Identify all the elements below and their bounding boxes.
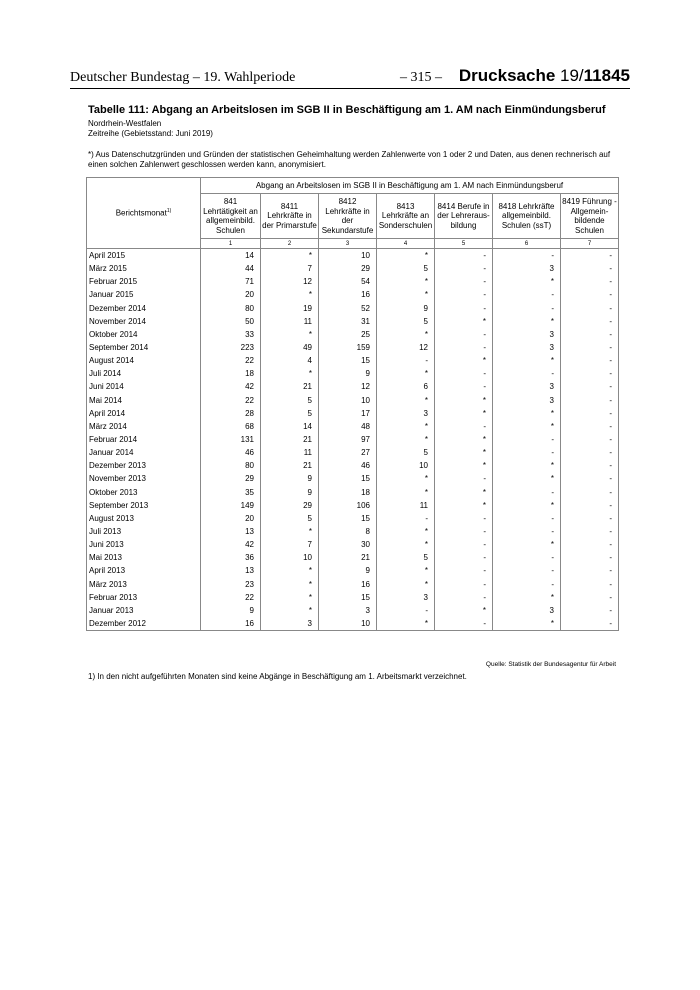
value-cell: - — [435, 525, 493, 538]
value-cell: - — [561, 275, 619, 288]
value-cell: * — [435, 315, 493, 328]
value-cell: 52 — [319, 302, 377, 315]
month-cell: September 2013 — [87, 499, 201, 512]
value-cell: - — [493, 551, 561, 564]
table-row — [87, 262, 619, 275]
value-cell: 18 — [319, 486, 377, 499]
table-row — [87, 512, 619, 525]
value-cell: * — [377, 472, 435, 485]
month-cell: Dezember 2012 — [87, 617, 201, 631]
value-cell: - — [561, 486, 619, 499]
value-cell: 80 — [201, 459, 261, 472]
value-cell: * — [377, 394, 435, 407]
value-cell: - — [435, 288, 493, 301]
value-cell: 25 — [319, 328, 377, 341]
table-row — [87, 367, 619, 380]
month-cell: November 2014 — [87, 315, 201, 328]
month-cell: März 2014 — [87, 420, 201, 433]
value-cell: 15 — [319, 472, 377, 485]
value-cell: - — [561, 433, 619, 446]
month-cell: Juni 2014 — [87, 380, 201, 393]
value-cell: * — [261, 249, 319, 263]
header-page-number: – 315 – — [400, 70, 442, 85]
value-cell: 16 — [201, 617, 261, 631]
value-cell: 10 — [261, 551, 319, 564]
value-cell: 42 — [201, 380, 261, 393]
value-cell: 5 — [377, 315, 435, 328]
super-header: Abgang an Arbeitslosen im SGB II in Beschäftigung am 1. AM nach Einmündungsberuf — [201, 178, 619, 194]
value-cell: * — [377, 249, 435, 263]
month-cell: April 2015 — [87, 249, 201, 263]
value-cell: 71 — [201, 275, 261, 288]
month-cell: August 2013 — [87, 512, 201, 525]
value-cell: 97 — [319, 433, 377, 446]
value-cell: - — [493, 288, 561, 301]
value-cell: * — [493, 354, 561, 367]
value-cell: * — [377, 420, 435, 433]
value-cell: - — [377, 512, 435, 525]
value-cell: 9 — [201, 604, 261, 617]
value-cell: - — [561, 354, 619, 367]
column-index: 3 — [319, 239, 377, 249]
value-cell: 22 — [201, 394, 261, 407]
value-cell: - — [493, 486, 561, 499]
value-cell: * — [493, 420, 561, 433]
value-cell: - — [561, 446, 619, 459]
table-row — [87, 433, 619, 446]
value-cell: * — [435, 407, 493, 420]
value-cell: 48 — [319, 420, 377, 433]
value-cell: 20 — [201, 512, 261, 525]
value-cell: 35 — [201, 486, 261, 499]
value-cell: 29 — [201, 472, 261, 485]
value-cell: - — [561, 262, 619, 275]
column-header: 8418 Lehrkräfte allgemeinbild. Schulen (ssT) — [493, 194, 561, 239]
row-header: Berichtsmonat — [115, 209, 167, 219]
value-cell: 106 — [319, 499, 377, 512]
value-cell: - — [561, 367, 619, 380]
value-cell: * — [261, 288, 319, 301]
month-cell: Februar 2013 — [87, 591, 201, 604]
value-cell: - — [435, 275, 493, 288]
month-cell: Oktober 2014 — [87, 328, 201, 341]
table-row — [87, 459, 619, 472]
value-cell: 10 — [377, 459, 435, 472]
value-cell: 19 — [261, 302, 319, 315]
value-cell: - — [493, 525, 561, 538]
value-cell: - — [561, 578, 619, 591]
value-cell: * — [377, 486, 435, 499]
table-row — [87, 591, 619, 604]
month-cell: September 2014 — [87, 341, 201, 354]
column-index: 4 — [377, 239, 435, 249]
value-cell: * — [435, 604, 493, 617]
month-cell: April 2013 — [87, 564, 201, 577]
value-cell: 16 — [319, 288, 377, 301]
value-cell: - — [561, 525, 619, 538]
table-row — [87, 486, 619, 499]
column-index: 7 — [561, 239, 619, 249]
value-cell: * — [493, 407, 561, 420]
table-row — [87, 315, 619, 328]
month-cell: Januar 2015 — [87, 288, 201, 301]
value-cell: - — [561, 315, 619, 328]
value-cell: - — [561, 420, 619, 433]
table-row — [87, 525, 619, 538]
month-cell: März 2013 — [87, 578, 201, 591]
column-index: 6 — [493, 239, 561, 249]
value-cell: 3 — [261, 617, 319, 631]
value-cell: * — [377, 578, 435, 591]
value-cell: - — [561, 617, 619, 631]
value-cell: * — [435, 459, 493, 472]
value-cell: 9 — [319, 564, 377, 577]
value-cell: * — [377, 525, 435, 538]
value-cell: 10 — [319, 394, 377, 407]
value-cell: - — [493, 302, 561, 315]
value-cell: * — [435, 499, 493, 512]
value-cell: - — [561, 564, 619, 577]
value-cell: * — [493, 472, 561, 485]
page-header — [70, 68, 630, 89]
value-cell: - — [435, 328, 493, 341]
value-cell: 5 — [261, 512, 319, 525]
value-cell: 12 — [377, 341, 435, 354]
value-cell: - — [493, 249, 561, 263]
value-cell: 5 — [261, 407, 319, 420]
value-cell: 11 — [377, 499, 435, 512]
value-cell: - — [435, 551, 493, 564]
value-cell: 6 — [377, 380, 435, 393]
value-cell: - — [435, 538, 493, 551]
value-cell: - — [561, 472, 619, 485]
source-note: Quelle: Statistik der Bundesagentur für Arbeit — [485, 661, 616, 668]
value-cell: 46 — [319, 459, 377, 472]
value-cell: - — [561, 302, 619, 315]
value-cell: * — [377, 538, 435, 551]
table-row — [87, 499, 619, 512]
value-cell: * — [377, 328, 435, 341]
value-cell: - — [561, 394, 619, 407]
value-cell: 3 — [493, 328, 561, 341]
value-cell: - — [493, 433, 561, 446]
value-cell: 5 — [377, 551, 435, 564]
value-cell: 36 — [201, 551, 261, 564]
value-cell: 3 — [493, 380, 561, 393]
value-cell: 50 — [201, 315, 261, 328]
value-cell: 15 — [319, 512, 377, 525]
month-cell: Dezember 2013 — [87, 459, 201, 472]
value-cell: - — [435, 367, 493, 380]
value-cell: * — [493, 499, 561, 512]
value-cell: * — [377, 433, 435, 446]
value-cell: * — [261, 591, 319, 604]
value-cell: - — [435, 617, 493, 631]
value-cell: * — [493, 315, 561, 328]
value-cell: 12 — [261, 275, 319, 288]
value-cell: 23 — [201, 578, 261, 591]
series-note: Zeitreihe (Gebietsstand: Juni 2019) — [88, 129, 213, 138]
value-cell: 29 — [319, 262, 377, 275]
value-cell: * — [261, 578, 319, 591]
value-cell: * — [493, 617, 561, 631]
table-row — [87, 394, 619, 407]
value-cell: 3 — [493, 394, 561, 407]
value-cell: * — [435, 394, 493, 407]
value-cell: - — [561, 288, 619, 301]
value-cell: - — [493, 512, 561, 525]
value-cell: * — [377, 367, 435, 380]
value-cell: 54 — [319, 275, 377, 288]
row-header-cell — [87, 178, 201, 249]
value-cell: - — [435, 262, 493, 275]
value-cell: - — [435, 578, 493, 591]
value-cell: - — [561, 591, 619, 604]
value-cell: 3 — [493, 262, 561, 275]
value-cell: 46 — [201, 446, 261, 459]
value-cell: * — [493, 591, 561, 604]
value-cell: - — [493, 564, 561, 577]
value-cell: 12 — [319, 380, 377, 393]
value-cell: 33 — [201, 328, 261, 341]
value-cell: - — [561, 499, 619, 512]
month-cell: Januar 2014 — [87, 446, 201, 459]
value-cell: 131 — [201, 433, 261, 446]
value-cell: 42 — [201, 538, 261, 551]
column-header: 8419 Führung - Allgemein-bildende Schulen — [561, 194, 619, 239]
month-cell: April 2014 — [87, 407, 201, 420]
value-cell: - — [493, 578, 561, 591]
value-cell: - — [493, 367, 561, 380]
table-row — [87, 551, 619, 564]
value-cell: 68 — [201, 420, 261, 433]
value-cell: - — [561, 512, 619, 525]
value-cell: 15 — [319, 591, 377, 604]
footnote: 1) In den nicht aufgeführten Monaten sind keine Abgänge in Beschäftigung am 1. Arbeitsmarkt verzeichnet. — [88, 672, 467, 681]
value-cell: * — [493, 459, 561, 472]
table-row — [87, 288, 619, 301]
value-cell: 20 — [201, 288, 261, 301]
value-cell: * — [377, 275, 435, 288]
month-cell: November 2013 — [87, 472, 201, 485]
header-document-number — [459, 66, 630, 86]
table-row — [87, 275, 619, 288]
value-cell: - — [561, 604, 619, 617]
table-row — [87, 354, 619, 367]
month-cell: Januar 2013 — [87, 604, 201, 617]
value-cell: - — [493, 446, 561, 459]
header-doc-num: 11845 — [583, 66, 630, 85]
value-cell: 5 — [377, 262, 435, 275]
table-row — [87, 341, 619, 354]
table-row — [87, 578, 619, 591]
value-cell: 21 — [261, 459, 319, 472]
data-table — [86, 177, 619, 631]
header-doc-num-pre: 19/ — [560, 66, 584, 85]
value-cell: 17 — [319, 407, 377, 420]
header-doc-label: Drucksache — [458, 66, 556, 85]
value-cell: 3 — [493, 341, 561, 354]
value-cell: 8 — [319, 525, 377, 538]
column-header: 8411 Lehrkräfte in der Primarstufe — [261, 194, 319, 239]
value-cell: 14 — [201, 249, 261, 263]
header-publication: Deutscher Bundestag – 19. Wahlperiode — [70, 70, 296, 85]
value-cell: * — [435, 354, 493, 367]
month-cell: Juni 2013 — [87, 538, 201, 551]
column-header: 841 Lehrtätigkeit an allgemeinbild. Schulen — [201, 194, 261, 239]
value-cell: - — [435, 591, 493, 604]
month-cell: März 2015 — [87, 262, 201, 275]
privacy-note: *) Aus Datenschutzgründen und Gründen der statistischen Geheimhaltung werden Zahlenwerte von 1 oder 2 und Daten, aus denen rechnerisch auf einen solchen Zahlenwert geschlossen werden kann, anonymisiert. — [88, 150, 611, 169]
value-cell: * — [261, 564, 319, 577]
column-index: 5 — [435, 239, 493, 249]
value-cell: 3 — [377, 407, 435, 420]
value-cell: - — [561, 341, 619, 354]
value-cell: 7 — [261, 538, 319, 551]
month-cell: Februar 2014 — [87, 433, 201, 446]
value-cell: - — [435, 341, 493, 354]
value-cell: - — [435, 472, 493, 485]
value-cell: 10 — [319, 617, 377, 631]
table-row — [87, 564, 619, 577]
table-row — [87, 328, 619, 341]
value-cell: - — [561, 551, 619, 564]
value-cell: - — [561, 459, 619, 472]
month-cell: Mai 2013 — [87, 551, 201, 564]
month-cell: Juli 2013 — [87, 525, 201, 538]
column-header: 8413 Lehrkräfte an Sonderschulen — [377, 194, 435, 239]
value-cell: * — [377, 617, 435, 631]
value-cell: 27 — [319, 446, 377, 459]
column-index: 1 — [201, 239, 261, 249]
table-row — [87, 249, 619, 263]
value-cell: - — [561, 407, 619, 420]
value-cell: 44 — [201, 262, 261, 275]
month-cell: Mai 2014 — [87, 394, 201, 407]
value-cell: 11 — [261, 446, 319, 459]
value-cell: 7 — [261, 262, 319, 275]
value-cell: 22 — [201, 591, 261, 604]
value-cell: * — [493, 538, 561, 551]
value-cell: 4 — [261, 354, 319, 367]
table-row — [87, 407, 619, 420]
month-cell: Oktober 2013 — [87, 486, 201, 499]
value-cell: 5 — [261, 394, 319, 407]
table-row — [87, 604, 619, 617]
value-cell: 9 — [319, 367, 377, 380]
value-cell: 10 — [319, 249, 377, 263]
value-cell: * — [261, 604, 319, 617]
table-row — [87, 472, 619, 485]
value-cell: 21 — [261, 433, 319, 446]
month-cell: August 2014 — [87, 354, 201, 367]
value-cell: 13 — [201, 525, 261, 538]
table-row — [87, 617, 619, 631]
value-cell: 15 — [319, 354, 377, 367]
month-cell: Juli 2014 — [87, 367, 201, 380]
value-cell: * — [377, 288, 435, 301]
value-cell: 80 — [201, 302, 261, 315]
value-cell: 30 — [319, 538, 377, 551]
value-cell: 3 — [319, 604, 377, 617]
month-cell: Dezember 2014 — [87, 302, 201, 315]
value-cell: * — [435, 446, 493, 459]
value-cell: 9 — [377, 302, 435, 315]
value-cell: - — [561, 538, 619, 551]
value-cell: 3 — [377, 591, 435, 604]
value-cell: 11 — [261, 315, 319, 328]
value-cell: - — [435, 380, 493, 393]
value-cell: 31 — [319, 315, 377, 328]
column-header: 8414 Berufe in der Lehreraus-bildung — [435, 194, 493, 239]
column-header: 8412 Lehrkräfte in der Sekundarstufe — [319, 194, 377, 239]
value-cell: - — [561, 328, 619, 341]
value-cell: 13 — [201, 564, 261, 577]
value-cell: 18 — [201, 367, 261, 380]
table-row — [87, 446, 619, 459]
value-cell: 159 — [319, 341, 377, 354]
value-cell: - — [435, 302, 493, 315]
value-cell: 22 — [201, 354, 261, 367]
value-cell: 29 — [261, 499, 319, 512]
value-cell: - — [435, 249, 493, 263]
column-index: 2 — [261, 239, 319, 249]
region-label: Nordrhein-Westfalen — [88, 119, 162, 128]
value-cell: - — [435, 512, 493, 525]
table-title: Tabelle 111: Abgang an Arbeitslosen im SGB II in Beschäftigung am 1. AM nach Einmündungsberuf — [88, 104, 606, 116]
value-cell: - — [435, 564, 493, 577]
value-cell: 49 — [261, 341, 319, 354]
table-row — [87, 538, 619, 551]
table-row — [87, 302, 619, 315]
value-cell: 223 — [201, 341, 261, 354]
row-header-footnote-mark: 1) — [166, 208, 172, 215]
value-cell: * — [435, 433, 493, 446]
value-cell: - — [435, 420, 493, 433]
value-cell: - — [561, 249, 619, 263]
value-cell: 9 — [261, 472, 319, 485]
table-row — [87, 380, 619, 393]
value-cell: * — [377, 564, 435, 577]
value-cell: * — [261, 367, 319, 380]
value-cell: * — [493, 275, 561, 288]
value-cell: 149 — [201, 499, 261, 512]
value-cell: 5 — [377, 446, 435, 459]
value-cell: - — [377, 354, 435, 367]
value-cell: 21 — [261, 380, 319, 393]
value-cell: 3 — [493, 604, 561, 617]
value-cell: - — [561, 380, 619, 393]
value-cell: * — [435, 486, 493, 499]
value-cell: 28 — [201, 407, 261, 420]
value-cell: - — [377, 604, 435, 617]
value-cell: * — [261, 525, 319, 538]
month-cell: Februar 2015 — [87, 275, 201, 288]
value-cell: * — [261, 328, 319, 341]
table-row — [87, 420, 619, 433]
value-cell: 9 — [261, 486, 319, 499]
value-cell: 16 — [319, 578, 377, 591]
value-cell: 14 — [261, 420, 319, 433]
value-cell: 21 — [319, 551, 377, 564]
